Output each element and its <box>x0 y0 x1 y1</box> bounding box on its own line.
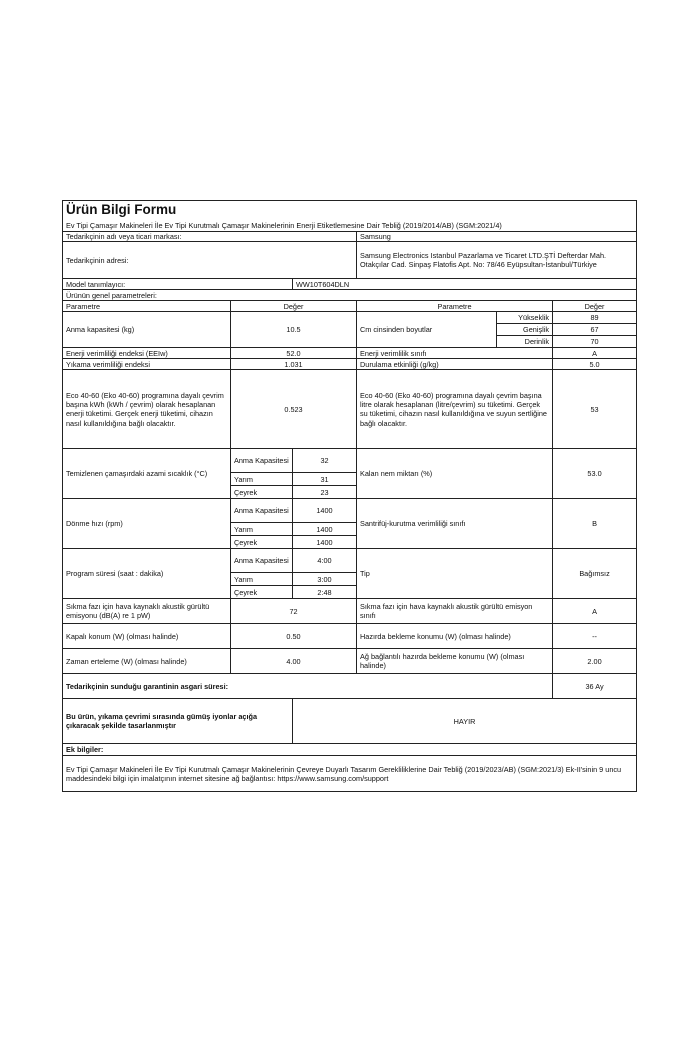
network-standby-label: Ağ bağlantılı hazırda bekleme konumu (W) (olması halinde) <box>357 649 553 674</box>
height-value: 89 <box>553 312 637 324</box>
width-label: Genişlik <box>497 324 553 336</box>
moisture-value: 53.0 <box>553 449 637 499</box>
spin-load-quarter: Çeyrek <box>231 536 293 549</box>
wash-index-label: Yıkama verimliliği endeksi <box>63 359 231 370</box>
capacity-label: Anma kapasitesi (kg) <box>63 312 231 348</box>
product-info-form <box>62 200 636 792</box>
spin-load-full: Anma Kapasitesi <box>231 499 293 523</box>
spin-value-half: 1400 <box>293 523 357 536</box>
network-standby-value: 2.00 <box>553 649 637 674</box>
extra-info-text: Ev Tipi Çamaşır Makineleri İle Ev Tipi Kurutmalı Çamaşır Makinelerinin Çevreye Duyarlı Tasarım Gerekliliklerine Dair Tebliğ (2019/2023/AB) (SGM:2021/3) Ek-II'sinin 9 uncu maddesindeki bilgi için imalatçının internet sitesine ağ bağlantısı: https://www.samsung.com/support <box>63 756 637 792</box>
off-mode-value: 0.50 <box>231 624 357 649</box>
height-label: Yükseklik <box>497 312 553 324</box>
noise-label: Sıkma fazı için hava kaynaklı akustik gürültü emisyonu (dB(A) re 1 pW) <box>63 599 231 624</box>
duration-load-quarter: Çeyrek <box>231 586 293 599</box>
type-value: Bağımsız <box>553 549 637 599</box>
duration-load-half: Yarım <box>231 573 293 586</box>
general-params-label: Ürünün genel parametreleri: <box>63 290 637 301</box>
rinse-label: Durulama etkinliği (g/kg) <box>357 359 553 370</box>
off-mode-label: Kapalı konum (W) (olması halinde) <box>63 624 231 649</box>
form-subtitle: Ev Tipi Çamaşır Makineleri İle Ev Tipi Kurutmalı Çamaşır Makinelerinin Enerji Etiketlemesine Dair Tebliğ (2019/2014/AB) (SGM:2021/4) <box>63 220 637 232</box>
standby-label: Hazırda bekleme konumu (W) (olması halinde) <box>357 624 553 649</box>
col-header-param-2: Parametre <box>357 301 553 312</box>
delay-start-value: 4.00 <box>231 649 357 674</box>
eco-energy-value: 0.523 <box>231 370 357 449</box>
eco-water-label: Eco 40-60 (Eko 40-60) programına dayalı çevrim başına litre olarak hesaplanan (litre/çevrim) su tüketimi. Gerçek su tüketimi, cihazın nasıl kullanıldığına ve suyun sertliğine bağlı olacaktır. <box>357 370 553 449</box>
duration-value-half: 3:00 <box>293 573 357 586</box>
wash-index-value: 1.031 <box>231 359 357 370</box>
duration-load-full: Anma Kapasitesi <box>231 549 293 573</box>
spin-value-full: 1400 <box>293 499 357 523</box>
spin-speed-label: Dönme hızı (rpm) <box>63 499 231 549</box>
spin-value-quarter: 1400 <box>293 536 357 549</box>
model-value: WW10T604DLN <box>293 279 637 290</box>
moisture-label: Kalan nem miktarı (%) <box>357 449 553 499</box>
spin-class-label: Santrifüj-kurutma verimliliği sınıfı <box>357 499 553 549</box>
col-header-value: Değer <box>231 301 357 312</box>
temp-load-full: Anma Kapasitesi <box>231 449 293 473</box>
duration-label: Program süresi (saat : dakika) <box>63 549 231 599</box>
temp-value-full: 32 <box>293 449 357 473</box>
temp-load-half: Yarım <box>231 473 293 486</box>
silver-ions-label: Bu ürün, yıkama çevrimi sırasında gümüş iyonlar açığa çıkaracak şekilde tasarlanmıştır <box>63 699 293 744</box>
noise-value: 72 <box>231 599 357 624</box>
supplier-address-label: Tedarikçinin adresi: <box>63 242 357 279</box>
rinse-value: 5.0 <box>553 359 637 370</box>
supplier-address-value: Samsung Electronics Istanbul Pazarlama ve Ticaret LTD.ŞTİ Defterdar Mah. Otakçılar Cad. Sinpaş Flatofis Apt. No: 78/46 Eyüpsultan-İstanbul/Türkiye <box>357 242 637 279</box>
col-header-value-2: Değer <box>553 301 637 312</box>
duration-value-full: 4:00 <box>293 549 357 573</box>
eco-energy-label: Eco 40-60 (Eko 40-60) programına dayalı çevrim başına kWh (kWh / çevrim) olarak hesaplanan enerji tüketimi. Gerçek enerji tüketimi, cihazın nasıl kullanıldığına bağlı olacaktır. <box>63 370 231 449</box>
noise-class-value: A <box>553 599 637 624</box>
eco-water-value: 53 <box>553 370 637 449</box>
extra-info-label: Ek bilgiler: <box>63 744 637 756</box>
temp-value-half: 31 <box>293 473 357 486</box>
energy-class-label: Enerji verimlilik sınıfı <box>357 348 553 359</box>
spin-class-value: B <box>553 499 637 549</box>
energy-class-value: A <box>553 348 637 359</box>
noise-class-label: Sıkma fazı için hava kaynaklı akustik gürültü emisyon sınıfı <box>357 599 553 624</box>
temp-value-quarter: 23 <box>293 486 357 499</box>
eei-value: 52.0 <box>231 348 357 359</box>
product-info-table <box>62 200 637 792</box>
temperature-label: Temizlenen çamaşırdaki azami sıcaklık (°C) <box>63 449 231 499</box>
delay-start-label: Zaman erteleme (W) (olması halinde) <box>63 649 231 674</box>
form-title: Ürün Bilgi Formu <box>63 201 637 220</box>
eei-label: Enerji verimliliği endeksi (EEIw) <box>63 348 231 359</box>
warranty-label: Tedarikçinin sunduğu garantinin asgari süresi: <box>63 674 553 699</box>
depth-label: Derinlik <box>497 336 553 348</box>
supplier-name-value: Samsung <box>357 232 637 242</box>
dimensions-label: Cm cinsinden boyutlar <box>357 312 497 348</box>
supplier-name-label: Tedarikçinin adı veya ticari markası: <box>63 232 357 242</box>
spin-load-half: Yarım <box>231 523 293 536</box>
capacity-value: 10.5 <box>231 312 357 348</box>
col-header-param: Parametre <box>63 301 231 312</box>
duration-value-quarter: 2:48 <box>293 586 357 599</box>
silver-ions-value: HAYIR <box>293 699 637 744</box>
standby-value: -- <box>553 624 637 649</box>
type-label: Tip <box>357 549 553 599</box>
model-label: Model tanımlayıcı: <box>63 279 293 290</box>
depth-value: 70 <box>553 336 637 348</box>
temp-load-quarter: Çeyrek <box>231 486 293 499</box>
width-value: 67 <box>553 324 637 336</box>
warranty-value: 36 Ay <box>553 674 637 699</box>
